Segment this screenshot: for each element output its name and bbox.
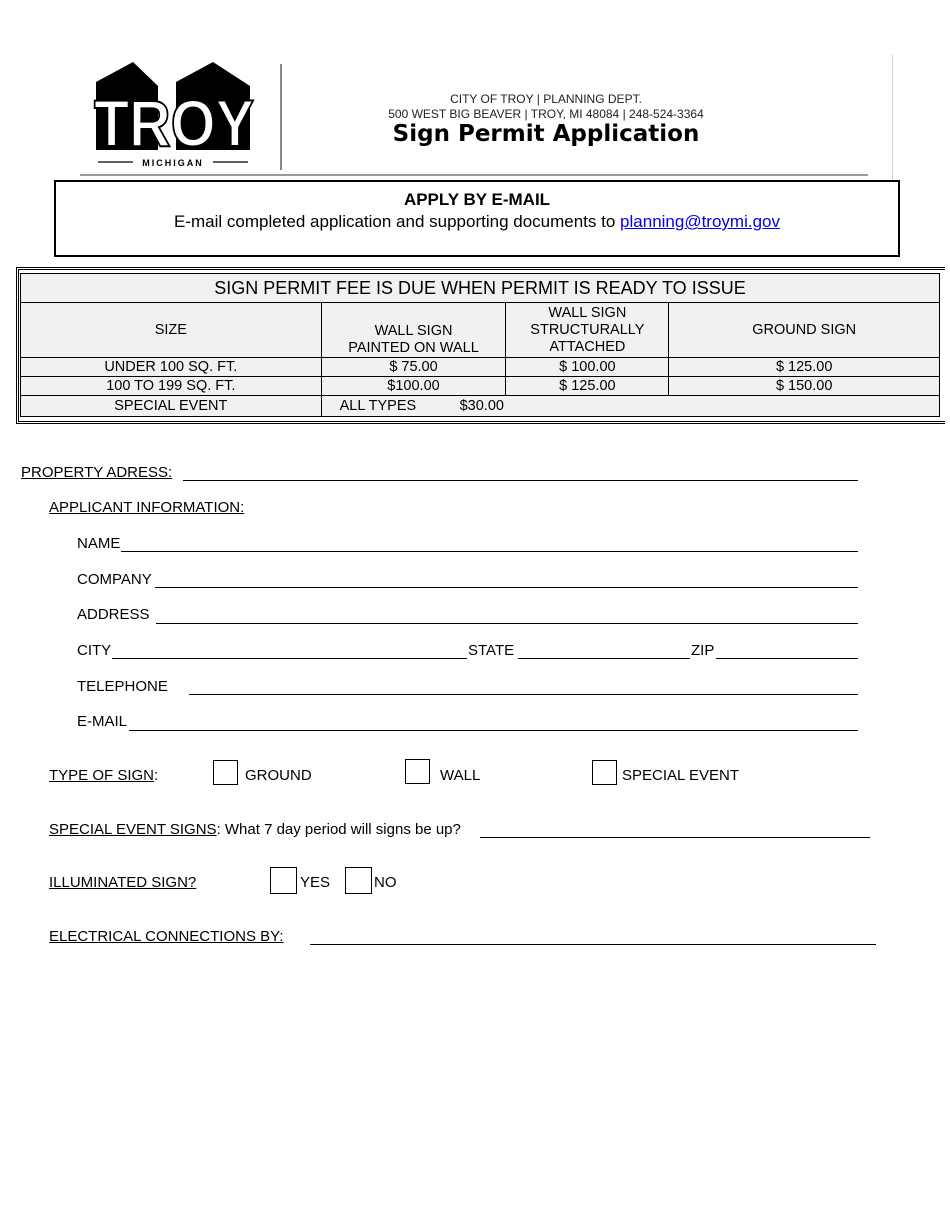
fee-cell: $ 125.00: [669, 358, 940, 377]
zip-label: ZIP: [691, 642, 715, 659]
special-amount: $30.00: [459, 397, 504, 414]
fee-cell: $ 75.00: [321, 358, 506, 377]
fee-cell: $ 150.00: [669, 377, 940, 396]
org-line: CITY OF TROY | PLANNING DEPT.: [450, 92, 642, 106]
yes-label: YES: [300, 874, 331, 891]
telephone-label: TELEPHONE: [77, 678, 168, 695]
email-instructions: E-mail completed application and supporting documents to: [174, 212, 621, 231]
electrical-connections-label: ELECTRICAL CONNECTIONS BY:: [49, 928, 284, 945]
electrical-connections-field[interactable]: [310, 944, 876, 945]
email-box-title: APPLY BY E-MAIL: [403, 190, 551, 209]
address-label: ADDRESS: [77, 606, 150, 623]
fee-header-size: SIZE: [21, 303, 322, 358]
fee-cell: $ 100.00: [506, 358, 669, 377]
header-rule: [80, 174, 868, 176]
address-field[interactable]: [156, 623, 858, 624]
illuminated-no-checkbox[interactable]: [345, 867, 372, 894]
state-label: STATE: [468, 642, 515, 659]
fee-cell-special-fee: [321, 396, 939, 417]
fee-table: [20, 273, 940, 417]
special-types: ALL TYPES: [339, 397, 417, 414]
illuminated-yes-checkbox[interactable]: [270, 867, 297, 894]
logo-wordmark: TROY: [94, 86, 254, 160]
wall-checkbox[interactable]: [405, 759, 430, 784]
applicant-info-heading: APPLICANT INFORMATION:: [49, 499, 245, 516]
special-event-period-field[interactable]: [480, 837, 870, 838]
apply-by-email-box: [54, 180, 900, 257]
no-label: NO: [374, 874, 397, 891]
name-field[interactable]: [121, 551, 858, 552]
email-field[interactable]: [129, 730, 858, 731]
fee-header-wall-structural: WALL SIGN STRUCTURALLY ATTACHED: [506, 303, 669, 358]
troy-michigan-logo: [88, 60, 258, 172]
table-row: [21, 396, 940, 417]
fee-cell: UNDER 100 SQ. FT.: [21, 358, 322, 377]
city-field[interactable]: [112, 658, 467, 659]
special-event-checkbox[interactable]: [592, 760, 617, 785]
illuminated-sign-label: ILLUMINATED SIGN?: [49, 874, 197, 891]
email-box-text: [56, 212, 898, 232]
city-label: CITY: [77, 642, 112, 659]
wall-option-label: WALL: [440, 767, 481, 784]
property-address-field[interactable]: [183, 480, 858, 481]
fee-cell: $ 125.00: [506, 377, 669, 396]
ground-checkbox[interactable]: [213, 760, 238, 785]
ground-option-label: GROUND: [245, 767, 312, 784]
logo-subtext: MICHIGAN: [142, 158, 204, 168]
zip-field[interactable]: [716, 658, 858, 659]
fee-cell: $100.00: [321, 377, 506, 396]
fee-header-wall-painted: WALL SIGN PAINTED ON WALL: [321, 303, 506, 358]
table-row: [21, 377, 940, 396]
fee-cell: 100 TO 199 SQ. FT.: [21, 377, 322, 396]
fee-table-caption: SIGN PERMIT FEE IS DUE WHEN PERMIT IS READY TO ISSUE: [21, 274, 940, 303]
special-event-option-label: SPECIAL EVENT: [622, 767, 739, 784]
company-field[interactable]: [155, 587, 858, 588]
property-address-label: PROPERTY ADRESS:: [21, 464, 173, 481]
planning-email-link[interactable]: planning@troymi.gov: [620, 212, 780, 231]
special-event-signs-label: SPECIAL EVENT SIGNS: What 7 day period will signs be up?: [49, 821, 461, 838]
email-label: E-MAIL: [77, 713, 128, 730]
fee-header-ground: GROUND SIGN: [669, 303, 940, 358]
state-field[interactable]: [518, 658, 690, 659]
header-edge-rule: [892, 55, 893, 180]
address-line: 500 WEST BIG BEAVER | TROY, MI 48084 | 248-524-3364: [388, 107, 704, 121]
telephone-field[interactable]: [189, 694, 858, 695]
name-label: NAME: [77, 535, 121, 552]
type-of-sign-label: TYPE OF SIGN:: [49, 767, 159, 784]
page-title: Sign Permit Application: [392, 121, 700, 147]
logo-divider: [280, 64, 282, 170]
company-label: COMPANY: [77, 571, 152, 588]
fee-cell-special-size: SPECIAL EVENT: [21, 396, 322, 417]
table-row: [21, 358, 940, 377]
